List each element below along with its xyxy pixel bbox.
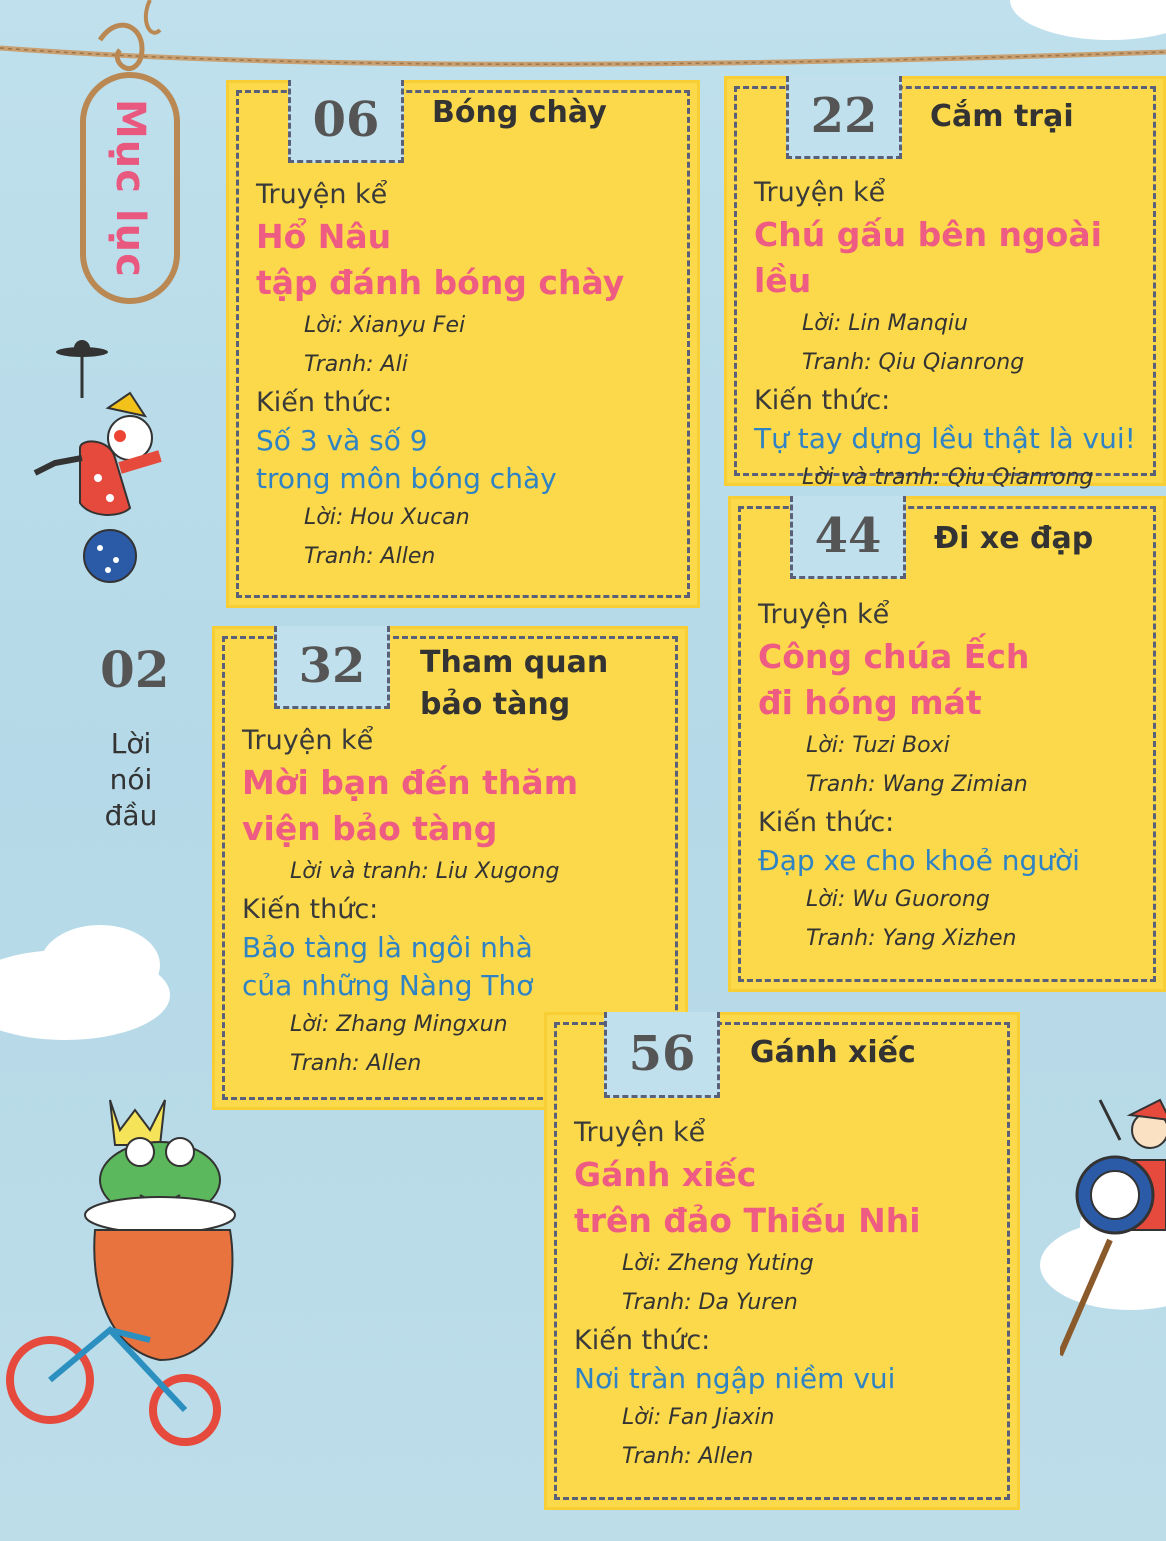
toc-tag bbox=[80, 72, 180, 304]
knowledge-credit-illustrator: Tranh: Yang Xizhen bbox=[806, 926, 1017, 951]
knowledge-credit-author: Lời: Hou Xucan bbox=[304, 505, 470, 530]
topic-title: Đi xe đạp bbox=[934, 521, 1094, 556]
knowledge-title-line-1[interactable]: Số 3 và số 9 bbox=[256, 424, 428, 457]
clown-illustration bbox=[20, 338, 180, 588]
story-label: Truyện kể bbox=[242, 725, 374, 756]
knowledge-label: Kiến thức: bbox=[256, 387, 393, 418]
intro-label: Lời nói đầu bbox=[104, 727, 158, 832]
knowledge-title-line-1[interactable]: Nơi tràn ngập niềm vui bbox=[574, 1362, 896, 1395]
knowledge-title-line-1[interactable]: Tự tay dựng lều thật là vui! bbox=[754, 422, 1136, 455]
knowledge-credit-author: Lời và tranh: Qiu Qianrong bbox=[802, 465, 1094, 490]
page-number: 32 bbox=[298, 638, 366, 694]
topic-title-line-1: Tham quan bbox=[420, 645, 609, 680]
story-credit-author: Lời: Tuzi Boxi bbox=[806, 733, 950, 758]
knowledge-credit-illustrator: Tranh: Allen bbox=[290, 1051, 422, 1076]
knowledge-credit-illustrator: Tranh: Allen bbox=[304, 544, 436, 569]
story-title-line-1[interactable]: Công chúa Ếch bbox=[758, 637, 1030, 676]
page-number: 22 bbox=[810, 88, 878, 144]
toc-title: Mục lục bbox=[107, 98, 153, 278]
knowledge-label: Kiến thức: bbox=[754, 385, 891, 416]
frog-bicycle-illustration bbox=[0, 1090, 250, 1450]
page-number: 56 bbox=[628, 1025, 696, 1082]
story-label: Truyện kể bbox=[256, 179, 388, 210]
knowledge-title-line-1[interactable]: Bảo tàng là ngôi nhà bbox=[242, 931, 533, 964]
toc-card-56[interactable] bbox=[544, 1012, 1020, 1510]
topic-title: Bóng chày bbox=[432, 95, 607, 130]
topic-title: Cắm trại bbox=[930, 99, 1074, 134]
page-number-badge bbox=[786, 76, 902, 159]
topic-title: Gánh xiếc bbox=[750, 1035, 916, 1070]
page-number-badge bbox=[604, 1012, 720, 1098]
page-number-badge bbox=[790, 496, 906, 579]
story-title-line-1[interactable]: Mời bạn đến thăm bbox=[242, 763, 579, 802]
topic-title-line-2: bảo tàng bbox=[420, 687, 571, 722]
cloud-left-2 bbox=[40, 925, 160, 1005]
knowledge-title-line-2[interactable]: trong môn bóng chày bbox=[256, 462, 557, 495]
knowledge-label: Kiến thức: bbox=[758, 807, 895, 838]
story-credit-author: Lời: Xianyu Fei bbox=[304, 313, 466, 338]
toc-card-06[interactable] bbox=[226, 80, 700, 608]
story-title-line-2[interactable]: viện bảo tàng bbox=[242, 809, 498, 848]
story-label: Truyện kể bbox=[574, 1117, 706, 1148]
intro-page-number: 02 bbox=[100, 640, 170, 699]
toc-card-44[interactable] bbox=[728, 496, 1166, 992]
knowledge-credit-author: Lời: Zhang Mingxun bbox=[290, 1012, 508, 1037]
knowledge-credit-author: Lời: Wu Guorong bbox=[806, 887, 990, 912]
story-credit-author: Lời: Lin Manqiu bbox=[802, 311, 968, 336]
story-label: Truyện kể bbox=[758, 599, 890, 630]
page-number-badge bbox=[274, 626, 390, 709]
page-number: 44 bbox=[814, 508, 882, 564]
story-credit-author: Lời và tranh: Liu Xugong bbox=[290, 859, 560, 884]
story-credit-illustrator: Tranh: Ali bbox=[304, 352, 408, 377]
drummer-clown-illustration bbox=[1060, 1090, 1166, 1360]
knowledge-title-line-2[interactable]: của những Nàng Thơ bbox=[242, 969, 534, 1002]
story-title-line-2[interactable]: trên đảo Thiếu Nhi bbox=[574, 1201, 921, 1240]
knowledge-credit-author: Lời: Fan Jiaxin bbox=[622, 1405, 775, 1430]
story-credit-author: Lời: Zheng Yuting bbox=[622, 1251, 814, 1276]
story-credit-illustrator: Tranh: Wang Zimian bbox=[806, 772, 1028, 797]
story-title-line-2[interactable]: đi hóng mát bbox=[758, 683, 982, 722]
knowledge-label: Kiến thức: bbox=[574, 1325, 711, 1356]
toc-card-22[interactable] bbox=[724, 76, 1166, 490]
story-credit-illustrator: Tranh: Da Yuren bbox=[622, 1290, 798, 1315]
story-title-line-1[interactable]: Chú gấu bên ngoài lều bbox=[754, 215, 1102, 300]
knowledge-label: Kiến thức: bbox=[242, 894, 379, 925]
story-title-line-1[interactable]: Gánh xiếc bbox=[574, 1155, 757, 1194]
story-title-line-1[interactable]: Hổ Nâu bbox=[256, 217, 392, 256]
knowledge-credit-illustrator: Tranh: Allen bbox=[622, 1444, 754, 1469]
story-credit-illustrator: Tranh: Qiu Qianrong bbox=[802, 350, 1025, 375]
page-number-badge bbox=[288, 80, 404, 163]
page-number: 06 bbox=[312, 92, 380, 148]
story-title-line-2[interactable]: tập đánh bóng chày bbox=[256, 263, 625, 302]
knowledge-title-line-1[interactable]: Đạp xe cho khoẻ người bbox=[758, 844, 1080, 877]
story-label: Truyện kể bbox=[754, 177, 886, 208]
rope-decoration bbox=[0, 0, 1166, 80]
